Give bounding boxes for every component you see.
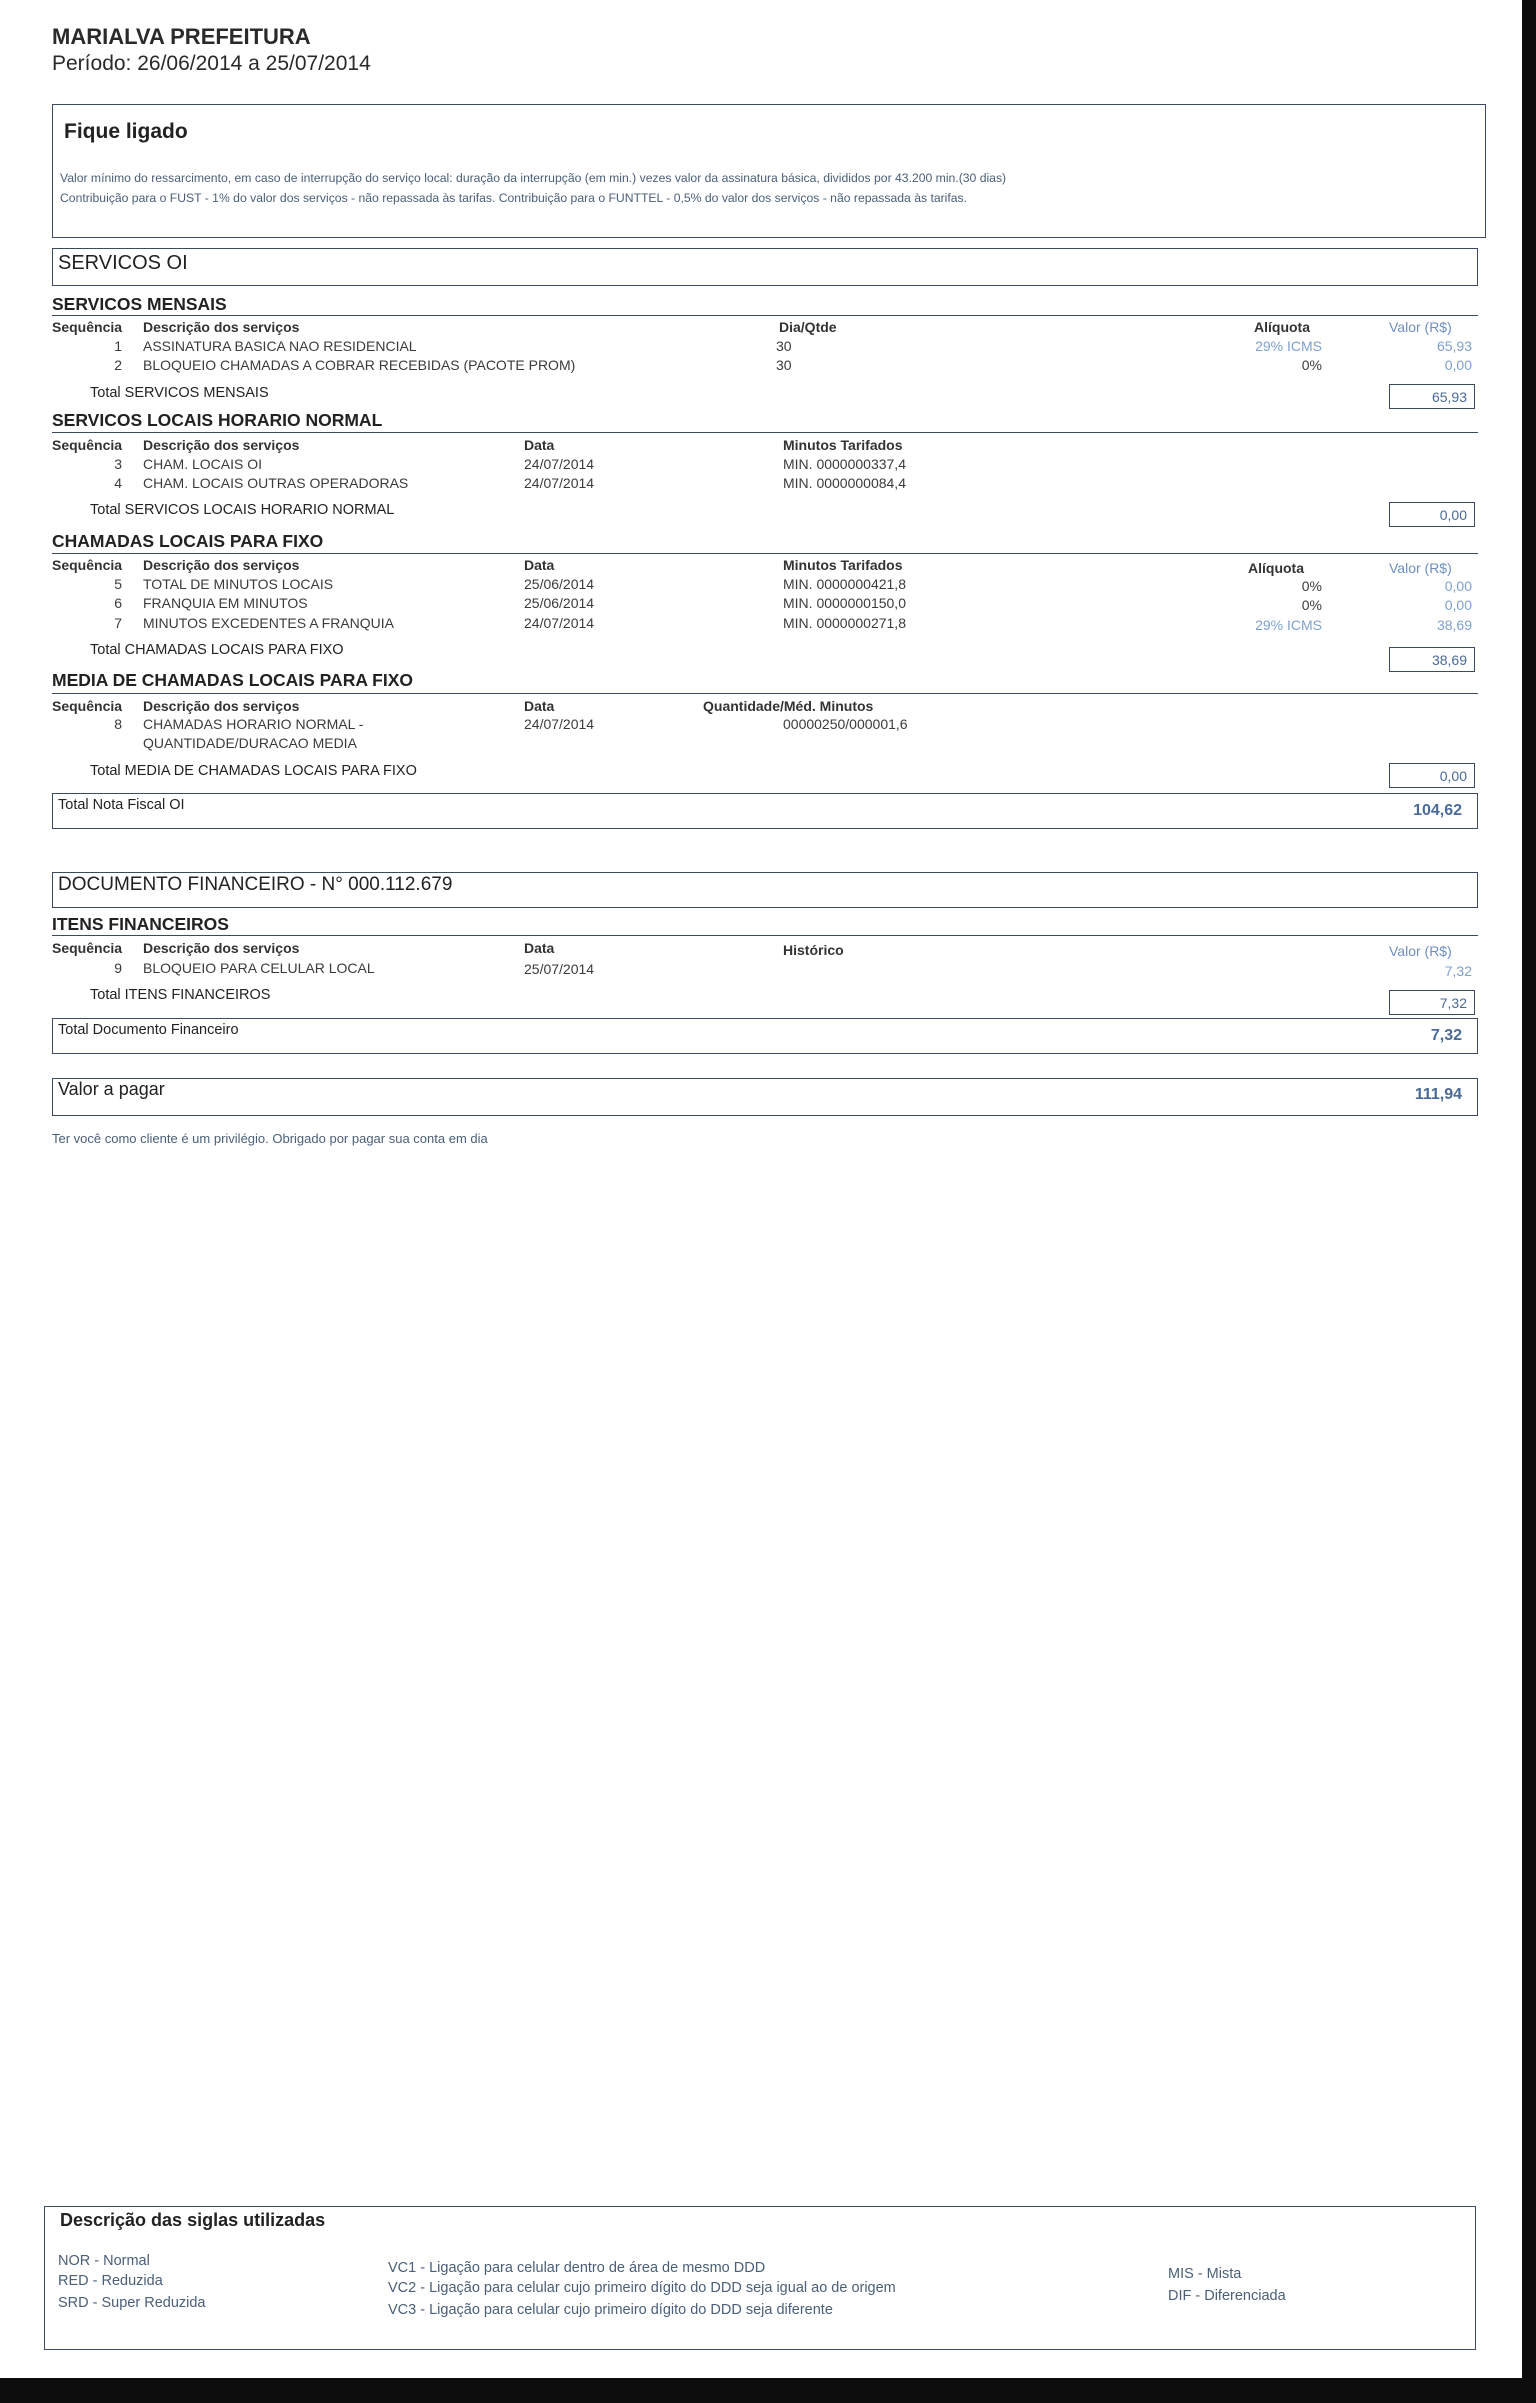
sigla-item: VC1 - Ligação para celular dentro de área de mesmo DDD	[388, 2260, 766, 2276]
group-rule	[52, 553, 1478, 554]
total-label: Total SERVICOS MENSAIS	[90, 385, 269, 401]
valor-a-pagar-bar	[52, 1078, 1478, 1116]
row-data: 24/07/2014	[524, 456, 595, 472]
company-title: MARIALVA PREFEITURA	[52, 24, 311, 49]
col-header-desc: Descrição dos serviços	[143, 557, 300, 573]
row-data: 25/07/2014	[524, 961, 595, 977]
total-value-box: 0,00	[1389, 502, 1475, 527]
fique-ligado-line-1: Valor mínimo do ressarcimento, em caso de interrupção do serviço local: duração da interrupção (em min.) vezes valor da assinatura básica, divididos por 43.200 min.(30 dias)	[60, 171, 1007, 185]
total-nota-fiscal-bar	[52, 793, 1478, 829]
row-valor: 0,00	[1444, 597, 1472, 613]
total-nota-fiscal-value: 104,62	[1413, 802, 1462, 819]
col-header-desc: Descrição dos serviços	[143, 437, 300, 453]
row-seq: 4	[114, 475, 122, 491]
row-seq: 2	[114, 357, 122, 373]
total-documento-label: Total Documento Financeiro	[58, 1022, 239, 1038]
row-seq: 5	[114, 576, 122, 592]
row-aliquota: 0%	[1301, 578, 1322, 594]
col-header-valor: Valor (R$)	[1389, 319, 1452, 335]
row-seq: 9	[114, 960, 122, 976]
col-header-historico: Histórico	[783, 942, 844, 958]
row-data: 24/07/2014	[524, 716, 595, 732]
valor-a-pagar-label: Valor a pagar	[58, 1079, 165, 1099]
row-data: 25/06/2014	[524, 595, 595, 611]
sigla-item: DIF - Diferenciada	[1168, 2288, 1286, 2304]
col-header-desc: Descrição dos serviços	[143, 940, 300, 956]
group-title-locais: SERVICOS LOCAIS HORARIO NORMAL	[52, 410, 383, 430]
row-desc: CHAM. LOCAIS OUTRAS OPERADORAS	[143, 475, 409, 491]
sigla-item: VC2 - Ligação para celular cujo primeiro dígito do DDD seja igual ao de origem	[388, 2280, 896, 2296]
row-seq: 6	[114, 595, 122, 611]
group-title-fixo: CHAMADAS LOCAIS PARA FIXO	[52, 531, 324, 551]
documento-financeiro-title: DOCUMENTO FINANCEIRO - N° 000.112.679	[58, 874, 453, 895]
col-header-data: Data	[524, 940, 555, 956]
sigla-item: SRD - Super Reduzida	[58, 2295, 206, 2311]
row-seq: 3	[114, 456, 122, 472]
row-minutos: MIN. 0000000271,8	[783, 615, 906, 631]
total-documento-value: 7,32	[1430, 1027, 1462, 1044]
valor-a-pagar-value: 111,94	[1414, 1086, 1462, 1103]
col-header-data: Data	[524, 557, 555, 573]
sigla-item: MIS - Mista	[1168, 2266, 1242, 2282]
col-header-qtde: Dia/Qtde	[779, 319, 837, 335]
row-minutos: MIN. 0000000337,4	[783, 456, 906, 472]
footer-message: Ter você como cliente é um privilégio. Obrigado por pagar sua conta em dia	[52, 1131, 488, 1146]
col-header-seq: Sequência	[52, 940, 123, 956]
row-data: 25/06/2014	[524, 576, 595, 592]
group-title-mensais: SERVICOS MENSAIS	[52, 294, 227, 314]
group-rule	[52, 935, 1478, 936]
row-desc: CHAM. LOCAIS OI	[143, 456, 263, 472]
row-aliquota: 29% ICMS	[1255, 617, 1322, 633]
col-header-desc: Descrição dos serviços	[143, 319, 300, 335]
row-desc: MINUTOS EXCEDENTES A FRANQUIA	[143, 615, 395, 631]
scan-border-bottom	[0, 2378, 1536, 2403]
total-documento-bar	[52, 1018, 1478, 1054]
total-label: Total ITENS FINANCEIROS	[90, 987, 271, 1003]
fique-ligado-title: Fique ligado	[64, 120, 188, 143]
col-header-valor: Valor (R$)	[1389, 560, 1452, 576]
row-aliquota: 0%	[1301, 357, 1322, 373]
siglas-title: Descrição das siglas utilizadas	[60, 2210, 326, 2230]
servicos-oi-bar	[52, 248, 1478, 286]
group-title-itens: ITENS FINANCEIROS	[52, 914, 229, 934]
row-desc: CHAMADAS HORARIO NORMAL -	[143, 716, 364, 732]
servicos-oi-title: SERVICOS OI	[58, 252, 188, 274]
total-value-box: 7,32	[1389, 990, 1475, 1015]
row-data: 24/07/2014	[524, 475, 595, 491]
total-label: Total CHAMADAS LOCAIS PARA FIXO	[90, 642, 344, 658]
group-rule	[52, 432, 1478, 433]
col-header-seq: Sequência	[52, 319, 123, 335]
group-rule	[52, 315, 1478, 316]
col-header-desc: Descrição dos serviços	[143, 698, 300, 714]
row-seq: 1	[114, 338, 122, 354]
total-label: Total SERVICOS LOCAIS HORARIO NORMAL	[90, 502, 395, 518]
total-value-box: 38,69	[1389, 647, 1475, 672]
col-header-data: Data	[524, 437, 555, 453]
total-nota-fiscal-label: Total Nota Fiscal OI	[58, 797, 185, 813]
scan-border-right	[1522, 0, 1536, 2403]
col-header-seq: Sequência	[52, 557, 123, 573]
col-header-aliquota: Alíquota	[1248, 560, 1304, 576]
col-header-valor: Valor (R$)	[1389, 943, 1452, 959]
sigla-item: NOR - Normal	[58, 2253, 150, 2269]
row-quantidade: 00000250/000001,6	[783, 716, 908, 732]
row-desc: BLOQUEIO PARA CELULAR LOCAL	[143, 960, 375, 976]
row-seq: 7	[114, 615, 122, 631]
row-desc: ASSINATURA BASICA NAO RESIDENCIAL	[143, 338, 417, 354]
col-header-quantidade: Quantidade/Méd. Minutos	[703, 698, 874, 714]
row-minutos: MIN. 0000000421,8	[783, 576, 906, 592]
row-desc-cont: QUANTIDADE/DURACAO MEDIA	[143, 735, 357, 751]
total-value-box: 65,93	[1389, 384, 1475, 409]
row-valor: 0,00	[1444, 578, 1472, 594]
sigla-item: RED - Reduzida	[58, 2273, 163, 2289]
row-valor: 7,32	[1444, 963, 1472, 979]
row-valor: 0,00	[1444, 357, 1472, 373]
row-data: 24/07/2014	[524, 615, 595, 631]
col-header-aliquota: Alíquota	[1254, 319, 1310, 335]
row-minutos: MIN. 0000000150,0	[783, 595, 906, 611]
row-aliquota: 0%	[1301, 597, 1322, 613]
row-qtde: 30	[776, 338, 792, 354]
group-rule	[52, 693, 1478, 694]
row-desc: TOTAL DE MINUTOS LOCAIS	[143, 576, 334, 592]
col-header-data: Data	[524, 698, 555, 714]
group-title-media: MEDIA DE CHAMADAS LOCAIS PARA FIXO	[52, 670, 414, 690]
row-valor: 38,69	[1436, 617, 1472, 633]
total-value-box: 0,00	[1389, 763, 1475, 788]
sigla-item: VC3 - Ligação para celular cujo primeiro dígito do DDD seja diferente	[388, 2302, 833, 2318]
row-desc: FRANQUIA EM MINUTOS	[143, 595, 308, 611]
row-valor: 65,93	[1436, 338, 1472, 354]
col-header-seq: Sequência	[52, 698, 123, 714]
row-qtde: 30	[776, 357, 792, 373]
total-label: Total MEDIA DE CHAMADAS LOCAIS PARA FIXO	[90, 763, 417, 779]
row-minutos: MIN. 0000000084,4	[783, 475, 906, 491]
row-desc: BLOQUEIO CHAMADAS A COBRAR RECEBIDAS (PACOTE PROM)	[143, 357, 576, 373]
fique-ligado-line-2: Contribuição para o FUST - 1% do valor dos serviços - não repassada às tarifas. Contribuição para o FUNTTEL - 0,5% do valor dos serviços - não repassada às tarifas.	[60, 191, 968, 205]
col-header-minutos: Minutos Tarifados	[783, 437, 903, 453]
row-aliquota: 29% ICMS	[1255, 338, 1322, 354]
billing-period: Período: 26/06/2014 a 25/07/2014	[52, 52, 371, 75]
row-seq: 8	[114, 716, 122, 732]
col-header-seq: Sequência	[52, 437, 123, 453]
col-header-minutos: Minutos Tarifados	[783, 557, 903, 573]
